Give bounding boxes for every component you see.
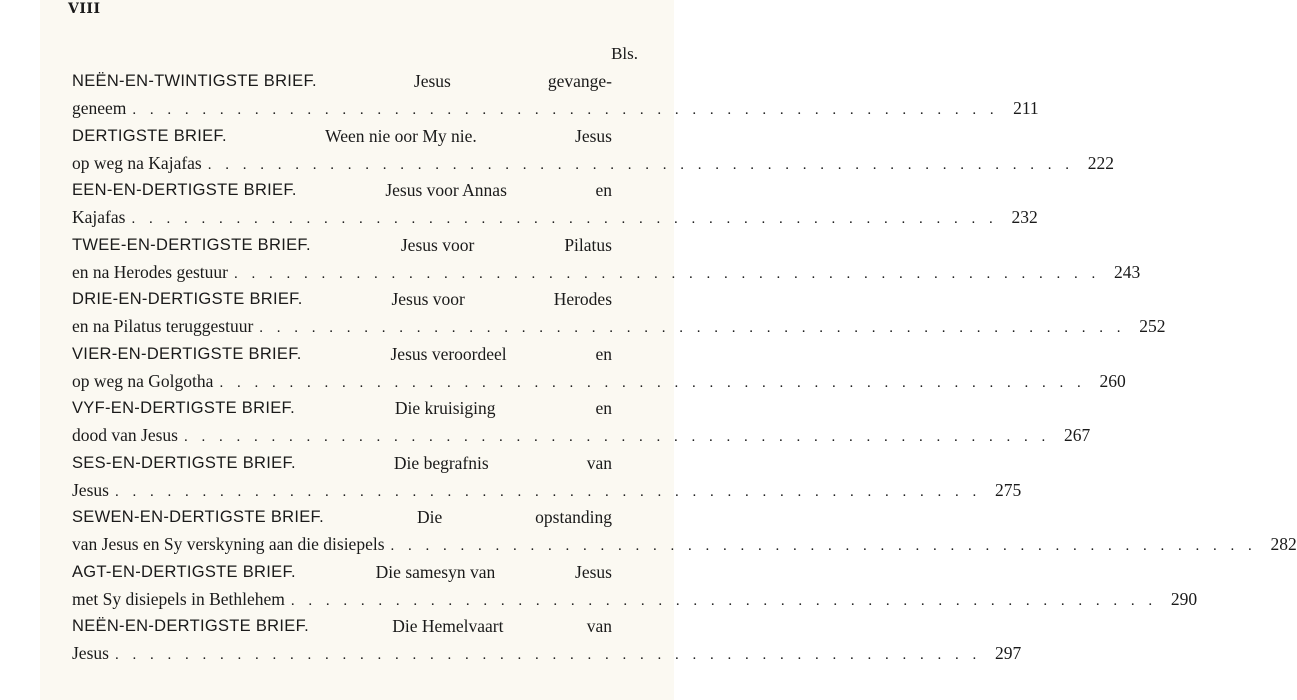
toc-entry-title-continuation: en na Pilatus teruggestuur — [72, 316, 254, 336]
toc-entry-page-number: 267 — [1063, 425, 1091, 445]
toc-entry-title-text: Die — [416, 507, 443, 527]
toc-entry-first-line — [72, 286, 612, 313]
toc-entry-heading: EEN-EN-DERTIGSTE BRIEF. — [72, 181, 297, 199]
dot-leader: . . . . . . . . . . . . . . . . . . . . . . . . . . . . . . . . . . . . . . . . . . . . . . . . . . — [219, 374, 1086, 391]
toc-entry — [72, 559, 1198, 614]
dot-leader: . . . . . . . . . . . . . . . . . . . . . . . . . . . . . . . . . . . . . . . . . . . . . . . . . . — [131, 211, 998, 227]
toc-entry-heading: VYF-EN-DERTIGSTE BRIEF. — [72, 399, 295, 417]
toc-entry-page-number: 282 — [1270, 534, 1297, 554]
toc-entry-title-text: en — [595, 343, 612, 364]
toc-entry-page-number: 260 — [1099, 370, 1126, 391]
toc-entry-first-line — [72, 559, 612, 586]
dot-leader: . . . . . . . . . . . . . . . . . . . . . . . . . . . . . . . . . . . . . . . . . . . . . . . . . . — [290, 592, 1158, 609]
dot-leader: . . . . . . . . . . . . . . . . . . . . . . . . . . . . . . . . . . . . . . . . . . . . . . . . . . — [234, 265, 1101, 282]
toc-entry-title-continuation: van Jesus en Sy verskyning aan die disiepels — [72, 534, 385, 554]
toc-entry-title-text: Jesus voor — [391, 289, 465, 309]
toc-entry-heading: VIER-EN-DERTIGSTE BRIEF. — [72, 344, 302, 363]
toc-entry-title-continuation: op weg na Kajafas — [72, 152, 202, 173]
toc-entry-title-text: Herodes — [553, 289, 612, 309]
toc-entry-heading: DRIE-EN-DERTIGSTE BRIEF. — [72, 290, 303, 308]
toc-entry-page-number: 297 — [994, 643, 1022, 663]
toc-entry-second-line — [72, 259, 1141, 286]
toc-entry-title-text: Jesus voor Annas — [385, 180, 507, 200]
toc-entry-title-text: Die begrafnis — [393, 452, 489, 473]
toc-entry — [72, 177, 1038, 232]
toc-entry-title-continuation: met Sy disiepels in Bethlehem — [72, 588, 285, 609]
toc-entry-heading: TWEE-EN-DERTIGSTE BRIEF. — [72, 235, 311, 254]
toc-entry-second-line — [72, 422, 1091, 449]
toc-entry — [72, 395, 1091, 450]
toc-entry-heading: SEWEN-EN-DERTIGSTE BRIEF. — [72, 508, 324, 526]
dot-leader: . . . . . . . . . . . . . . . . . . . . . . . . . . . . . . . . . . . . . . . . . . . . . . . . . . — [259, 320, 1126, 336]
toc-entry-title-text: van — [586, 452, 612, 473]
toc-entry-first-line — [72, 450, 612, 477]
toc-entry-second-line — [72, 313, 1166, 340]
toc-entry-first-line — [72, 613, 612, 640]
page-number: VIII — [68, 1, 101, 17]
toc-entry-page-number: 222 — [1087, 152, 1114, 173]
toc-entry-second-line — [72, 586, 1198, 613]
dot-leader: . . . . . . . . . . . . . . . . . . . . . . . . . . . . . . . . . . . . . . . . . . . . . . . . . . — [207, 156, 1074, 173]
toc-entry — [72, 341, 1126, 396]
toc-entry-title-text: Pilatus — [564, 234, 612, 255]
toc-entry-second-line — [72, 640, 1022, 667]
toc-entry-first-line — [72, 341, 612, 368]
toc-entry-heading: NEËN-EN-TWINTIGSTE BRIEF. — [72, 72, 317, 90]
toc-entry — [72, 613, 1022, 668]
toc-entry-second-line — [72, 150, 1114, 177]
toc-entry-title-text: Jesus — [413, 71, 451, 91]
toc-entry-heading: DERTIGSTE BRIEF. — [72, 126, 227, 145]
toc-entry-first-line — [72, 395, 612, 422]
toc-entry-page-number: 243 — [1114, 261, 1141, 282]
dot-leader: . . . . . . . . . . . . . . . . . . . . . . . . . . . . . . . . . . . . . . . . . . . . . . . . . . — [183, 429, 1051, 445]
page-column-header: Bls. — [611, 44, 638, 63]
toc-entry — [72, 504, 1297, 559]
toc-entry-title-text: Die kruisiging — [394, 398, 496, 418]
toc-entry-second-line — [72, 95, 1039, 122]
toc-entry-second-line — [72, 204, 1038, 231]
toc-entry-page-number: 290 — [1170, 588, 1198, 609]
dot-leader: . . . . . . . . . . . . . . . . . . . . . . . . . . . . . . . . . . . . . . . . . . . . . . . . . . — [390, 538, 1257, 554]
toc-entry-title-text: Die samesyn van — [375, 561, 496, 582]
toc-entry-title-continuation: geneem — [72, 98, 127, 118]
toc-entry-title-text: en — [595, 398, 612, 418]
toc-entry — [72, 450, 1022, 505]
toc-entry-first-line — [72, 177, 612, 204]
toc-entry-first-line — [72, 68, 612, 95]
toc-entry-page-number: 252 — [1139, 316, 1166, 336]
toc-entry-page-number: 211 — [1013, 98, 1039, 118]
toc-entry — [72, 123, 1114, 178]
toc-entry-page-number: 275 — [994, 479, 1022, 500]
toc-entry-page-number: 232 — [1011, 207, 1038, 227]
book-page — [40, 0, 1297, 700]
toc-entry-title-continuation: Kajafas — [72, 207, 126, 227]
toc-entry — [72, 68, 1039, 123]
toc-entry-heading: NEËN-EN-DERTIGSTE BRIEF. — [72, 617, 310, 635]
toc-entry-second-line — [72, 477, 1022, 504]
toc-entry-title-continuation: Jesus — [72, 479, 109, 500]
toc-entry-title-text: opstanding — [535, 507, 612, 527]
toc-entry-title-text: Jesus — [575, 561, 612, 582]
dot-leader: . . . . . . . . . . . . . . . . . . . . . . . . . . . . . . . . . . . . . . . . . . . . . . . . . . — [132, 102, 999, 118]
toc-entry-heading: AGT-EN-DERTIGSTE BRIEF. — [72, 562, 296, 581]
table-of-contents — [72, 68, 1297, 668]
toc-entry-title-text: en — [595, 180, 612, 200]
toc-entry-title-text: Jesus voor — [400, 234, 475, 255]
toc-entry-second-line — [72, 531, 1297, 558]
toc-entry-title-continuation: Jesus — [72, 643, 109, 663]
dot-leader: . . . . . . . . . . . . . . . . . . . . . . . . . . . . . . . . . . . . . . . . . . . . . . . . . . — [114, 647, 982, 663]
toc-entry-title-text: Die Hemelvaart — [392, 616, 504, 636]
toc-entry-title-continuation: en na Herodes gestuur — [72, 261, 228, 282]
toc-entry-first-line — [72, 123, 612, 150]
toc-entry-second-line — [72, 368, 1126, 395]
toc-entry-title-text: Jesus veroordeel — [390, 343, 507, 364]
toc-entry-title-continuation: op weg na Golgotha — [72, 370, 214, 391]
toc-entry-title-continuation: dood van Jesus — [72, 425, 178, 445]
toc-entry-first-line — [72, 232, 612, 259]
toc-entry-title-text: Jesus — [575, 125, 612, 146]
toc-entry — [72, 286, 1166, 341]
toc-entry-title-text: Ween nie oor My nie. — [325, 125, 477, 146]
toc-entry-title-text: van — [586, 616, 612, 636]
toc-entry — [72, 232, 1141, 287]
toc-entry-first-line — [72, 504, 612, 531]
dot-leader: . . . . . . . . . . . . . . . . . . . . . . . . . . . . . . . . . . . . . . . . . . . . . . . . . . — [114, 483, 982, 500]
toc-entry-title-text: gevange- — [547, 71, 612, 91]
toc-entry-heading: SES-EN-DERTIGSTE BRIEF. — [72, 453, 296, 472]
